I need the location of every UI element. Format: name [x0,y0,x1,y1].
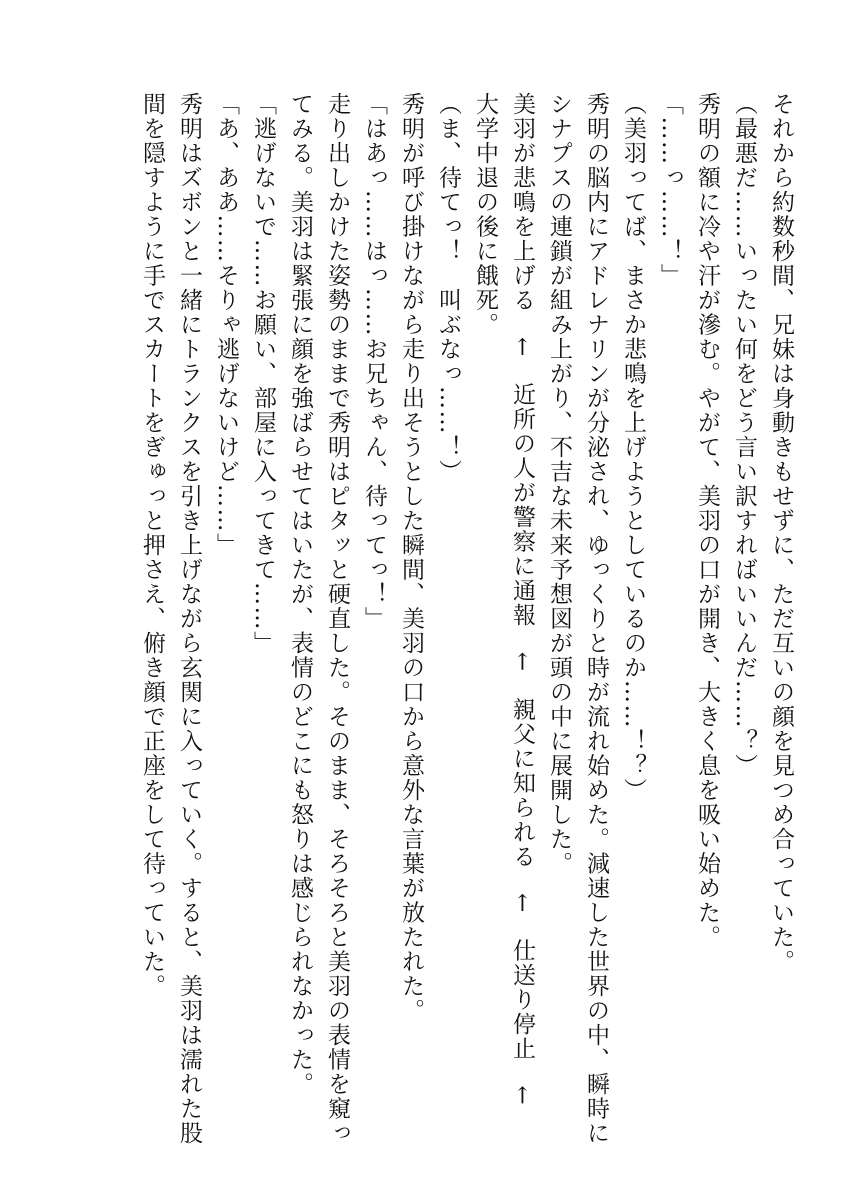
text-line: てみる。美羽は緊張に顔を強ばらせてはいたが、表情のどこにも怒りは感じられなかった。 [287,92,313,1097]
text-line: それから約数秒間、兄妹は身動きもせずに、ただ互いの顔を見つめ合っていた。 [768,92,794,974]
text-line: （美羽ってば、まさか悲鳴を上げようとしているのか……！？） [620,92,646,803]
text-line: 大学中退の後に餓死。 [472,92,498,337]
text-line: 秀明の脳内にアドレナリンが分泌され、ゆっくりと時が流れ始めた。減速した世界の中、瞬時に [583,92,609,1146]
text-line: 美羽が悲鳴を上げる ← 近所の人が警察に通報 ← 親父に知られる ← 仕送り停止 ← [509,92,535,1107]
text-line: シナプスの連鎖が組み上がり、不吉な未来予想図が頭の中に展開した。 [546,92,572,876]
text-line: 「……っ……！」 [657,92,683,288]
text-line: 間を隠すように手でスカートをぎゅっと押さえ、俯き顔で正座をして待っていた。 [139,92,165,999]
text-line: 走り出しかけた姿勢のままで秀明はピタッと硬直した。そのまま、そろそろと美羽の表情を窺っ [324,92,350,1146]
text-line: 秀明の額に冷や汗が滲む。やがて、美羽の口が開き、大きく息を吸い始めた。 [694,92,720,950]
text-line: 「逃げないで……お願い、部屋に入ってきて……」 [250,92,276,656]
text-line: 秀明はズボンと一緒にトランクスを引き上げながら玄関に入っていく。すると、美羽は濡れた股 [176,92,202,1146]
text-line: 秀明が呼び掛けながら走り出そうとした瞬間、美羽の口から意外な言葉が放たれた。 [398,92,424,1023]
text-line: （ま、待てっ！ 叫ぶなっ……！） [435,92,461,484]
vertical-text-body [133,92,799,1152]
text-line: 「はあっ……はっ……お兄ちゃん、待ってっ！」 [361,92,387,631]
text-line: （最悪だ……いったい何をどう言い訳すればいいんだ……？） [731,92,757,778]
text-line: 「あ、ああ……そりゃ逃げないけど……」 [213,92,239,558]
